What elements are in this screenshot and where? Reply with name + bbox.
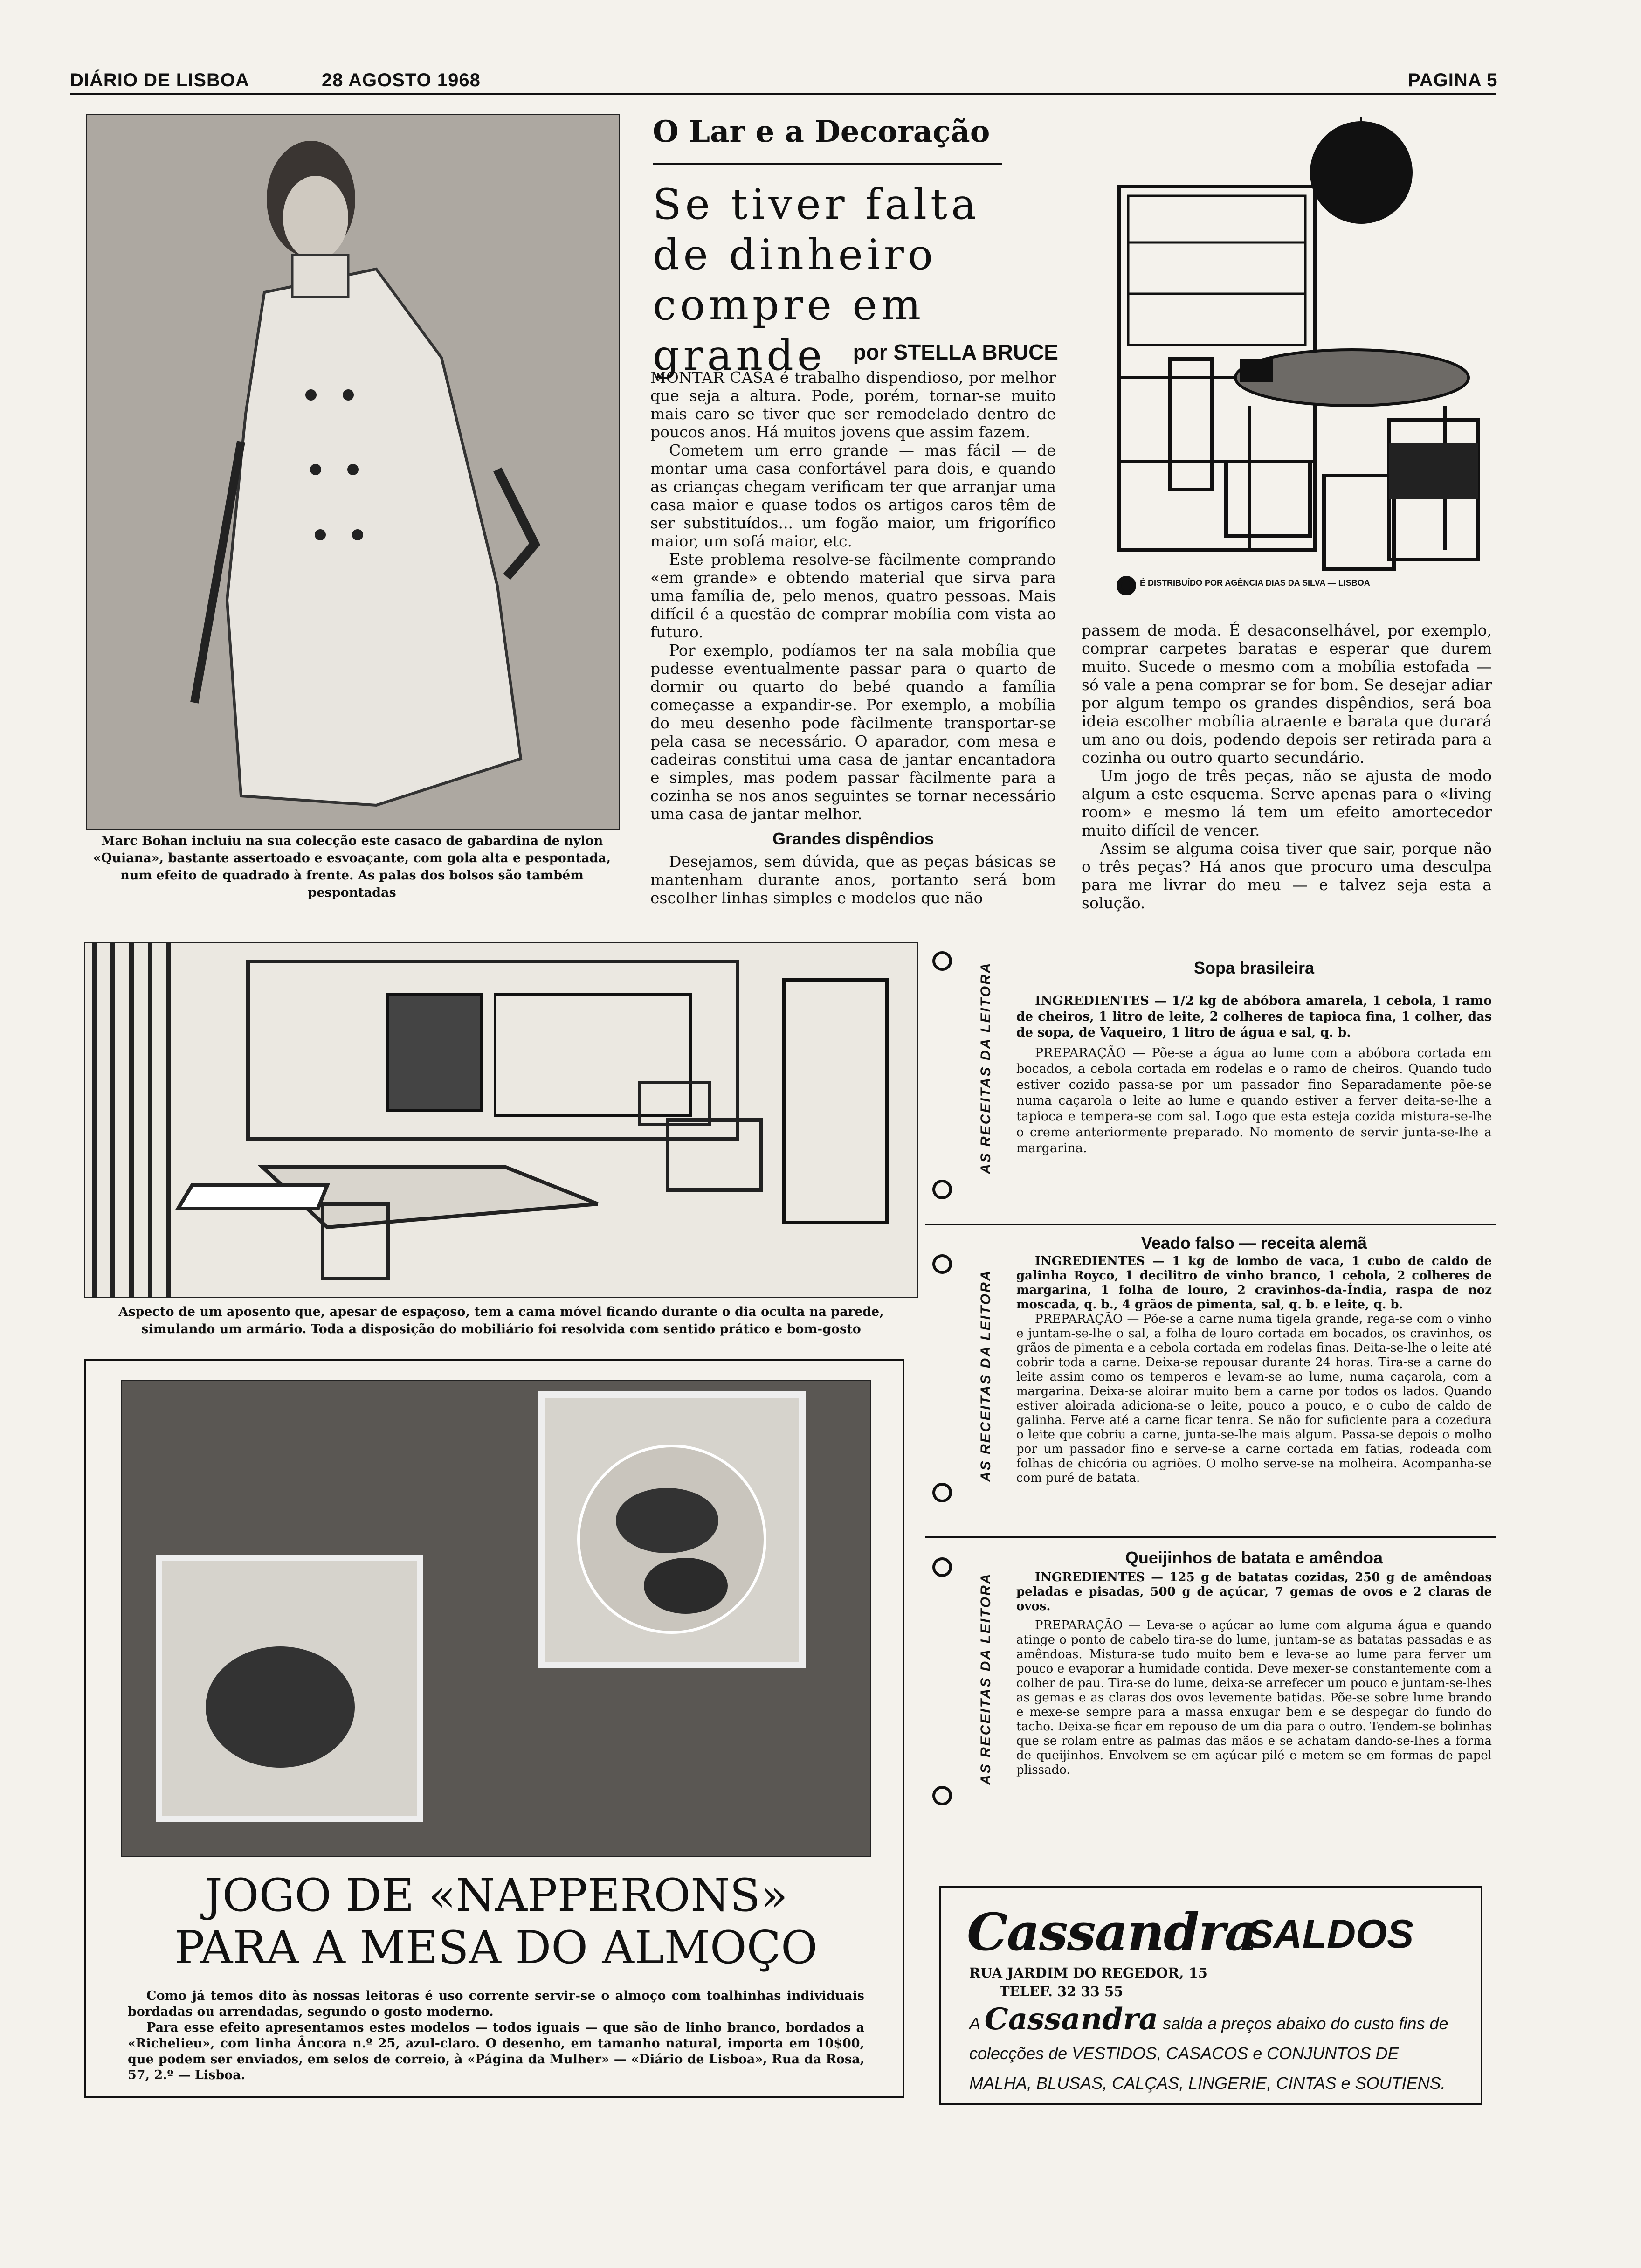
- header-rule: [70, 93, 1496, 95]
- recipe-ingredients: INGREDIENTES — 1/2 kg de abóbora amarela, 1 cebola, 1 ramo de cheiros, 1 litro de leite, 2 colheres de tapioca fina, 1 colher, das de sopa, de Vaqueiro, 1 litro de água e sal, q. b.: [1016, 994, 1492, 1040]
- section-title-rule: [653, 163, 1002, 165]
- napperons-title: [86, 1869, 906, 1974]
- binder-hole-icon: [932, 951, 952, 971]
- credit-mark-icon: [1117, 576, 1136, 595]
- advert-brand-logo: Cassandra: [967, 1902, 1257, 1962]
- advert-phone: TELEF. 32 33 55: [1000, 1984, 1124, 1999]
- napperons-paragraph: Como já temos dito às nossas leitoras é uso corrente servir-se o almoço com toalhinhas individuais bordadas ou arrendadas, segundo o gosto moderno.: [128, 1989, 864, 2019]
- page-number: PAGINA 5: [1408, 70, 1498, 90]
- recipe-title: Sopa brasileira: [1193, 958, 1315, 977]
- advert-body-text: salda a preços abaixo do custo fins de colecções de VESTIDOS, CASACOS e CONJUNTOS DE MALHA, BLUSAS, CALÇAS, LINGERIE, CINTAS e SOUTIENS.: [969, 2014, 1448, 2093]
- recipe-body: [1016, 993, 1492, 1161]
- recipe-title: Queijinhos de batata e amêndoa: [1125, 1548, 1383, 1567]
- recipe-ingredients: INGREDIENTES — 125 g de batatas cozidas, 250 g de amêndoas peladas e pisadas, 500 g de açúcar, 7 gemas de ovos e 2 claras de ovos.: [1016, 1570, 1492, 1613]
- napperons-paragraph: Para esse efeito apresentamos estes modelos — todos iguais — que são de linho branco, bordados a «Richelieu», com linha Âncora n.º 25, azul-claro. O desenho, em tamanho natural, importa em 10$00, que podem ser enviados, em selos de correio, à «Página da Mulher» — «Diário de Lisboa», Rua da Rosa, 57, 2.º — Lisboa.: [128, 2020, 864, 2082]
- binder-hole-icon: [932, 1557, 952, 1577]
- coat-caption: Marc Bohan incluiu na sua colecção este casaco de gabardina de nylon «Quiana», bastante assertoado e esvoaçante, com gola alta e pespontada, num efeito de quadrado à frente. As palas dos bolsos são também pespontadas: [93, 834, 611, 900]
- room-photo: [84, 942, 918, 1298]
- advert-body-prefix: A: [969, 2014, 980, 2033]
- napperons-title-line-2: PARA A MESA DO ALMOÇO: [174, 1922, 818, 1974]
- placemats-illustration: [122, 1381, 870, 1856]
- article-paragraph: passem de moda. É desaconselhável, por exemplo, comprar carpetes baratas e esperar que durem muito. Sucede o mesmo com a mobília estofada — só vale a pena comprar se for bom. Se desejar adiar por algum tempo os grandes dispêndios, será boa ideia escolher mobília atraente e barata que durará um ano ou dois, podendo depois ser retirada para a cozinha ou outro quarto secundário.: [1082, 621, 1492, 767]
- binder-hole-icon: [932, 1483, 952, 1502]
- recipe-title: Veado falso — receita alemã: [1141, 1233, 1367, 1252]
- section-title: O Lar e a Decoração: [653, 114, 990, 149]
- article-column-1: [650, 368, 1056, 907]
- article-paragraph: Assim se alguma coisa tiver que sair, porque não o três peças? Há anos que procuro uma desculpa para me livrar do meu — e talvez seja esta a solução.: [1082, 839, 1492, 912]
- napperons-photo: [121, 1380, 871, 1857]
- byline: por STELLA BRUCE: [853, 340, 1058, 364]
- recipe-side-label: AS RECEITAS DA LEITORA: [978, 1269, 993, 1482]
- recipe-ingredients: INGREDIENTES — 1 kg de lombo de vaca, 1 cubo de caldo de galinha Royco, 1 decilitro de vinho branco, 1 cebola, 2 colheres de margarina, 1 folha de louro, 2 cravinhos-da-Índia, raspa de noz moscada, q. b., 4 grãos de pimenta, sal, q. b. e leite, q. b.: [1016, 1254, 1492, 1312]
- article-paragraph: Um jogo de três peças, não se ajusta de modo algum a este esquema. Serve apenas para o «living room» e mesmo lá tem um efeito amortecedor muito difícil de vencer.: [1082, 767, 1492, 839]
- newspaper-name: DIÁRIO DE LISBOA: [70, 70, 249, 90]
- napperons-title-line-1: JOGO DE «NAPPERONS»: [204, 1869, 788, 1922]
- headline-line-2: de dinheiro: [653, 230, 937, 279]
- article-subhead: Grandes dispêndios: [772, 829, 934, 848]
- advert-body: [969, 2002, 1463, 2098]
- advert-address: RUA JARDIM DO REGEDOR, 15: [969, 1965, 1207, 1981]
- cassandra-advert: [939, 1886, 1482, 2105]
- recipe-side-label: AS RECEITAS DA LEITORA: [978, 1572, 993, 1785]
- recipe-divider: [925, 1536, 1496, 1538]
- recipe-body: [1016, 1254, 1492, 1490]
- recipe-side-label: AS RECEITAS DA LEITORA: [978, 961, 993, 1174]
- coat-photo: [86, 114, 620, 830]
- issue-date: 28 AGOSTO 1968: [322, 70, 481, 90]
- furniture-drawing: [1110, 117, 1496, 606]
- binder-hole-icon: [932, 1180, 952, 1199]
- napperons-text: [128, 1988, 864, 2083]
- furniture-credit: É DISTRIBUÍDO POR AGÊNCIA DIAS DA SILVA — LISBOA: [1140, 578, 1370, 588]
- advert-sale: SALDOS: [1247, 1912, 1414, 1957]
- recipe-preparation: PREPARAÇÃO — Põe-se a carne numa tigela grande, rega-se com o vinho e juntam-se-lhe o sal, a folha de louro cortada em bocados, os cravinhos, os grãos de pimenta e a cebola cortada em rodelas finas. Deita-se-lhe o leite até cobrir toda a carne. Deixa-se repousar durante 24 horas. Tira-se a carne do leite assim como os temperos e levam-se ao lume, numa caçarola, com a margarina. Deixa-se aloirar muito bem a carne por todos os lados. Quando estiver aloirada adiciona-se o leite, pouco a pouco, e o cubo de caldo de galinha. Ferve até a carne ficar tenra. Se não for suficiente para a cozedura o leite que cobriu a carne, junta-se-lhe mais algum. Passa-se depois o molho por um passador fino e serve-se a carne cortada em fatias, rodeada com folhas de chicória ou agriões. O molho serve-se na molheira. Acompanha-se com puré de batata.: [1016, 1312, 1492, 1485]
- recipe-divider: [925, 1224, 1496, 1225]
- binder-hole-icon: [932, 1254, 952, 1274]
- room-caption: Aspecto de um aposento que, apesar de espaçoso, tem a cama móvel ficando durante o dia oculta na parede, simulando um armário. Toda a disposição do mobiliário foi resolvida com sentido prático e bom-gosto: [118, 1305, 884, 1336]
- dining-furniture-illustration: [1110, 117, 1496, 606]
- article-paragraph: Por exemplo, podíamos ter na sala mobília que pudesse eventualmente passar para o quarto de dormir ou quarto do bebé quando a família começasse a expandir-se. Por exemplo, a mobília do meu desenho pode fàcilmente transportar-se pela casa se necessário. O aparador, com mesa e cadeiras constitui uma casa de jantar encantadora e simples, mas podem passar fàcilmente para a cozinha se nos anos seguintes se tornar necessário uma casa de jantar melhor.: [650, 641, 1056, 823]
- recipe-body: [1016, 1570, 1492, 1782]
- binder-hole-icon: [932, 1786, 952, 1805]
- advert-body-brand: Cassandra: [984, 2002, 1158, 2037]
- recipe-preparation: PREPARAÇÃO — Põe-se a água ao lume com a abóbora cortada em bocados, a cebola cortada em rodelas e o ramo de cheiros. Quando tudo estiver cozido passa-se por um passador fino Separadamente põe-se numa caçarola o leite ao lume e quando estiver a ferver deita-se-lhe a tapioca e tempera-se com sal. Logo que esta esteja cozida mistura-se-lhe o creme anteriormente preparado. No momento de servir junta-se-lhe a margarina.: [1016, 1046, 1492, 1155]
- article-paragraph: Desejamos, sem dúvida, que as peças básicas se mantenham durante anos, portanto será bom escolher linhas simples e modelos que não: [650, 852, 1056, 907]
- recipe-preparation: PREPARAÇÃO — Leva-se o açúcar ao lume com alguma água e quando atinge o ponto de cabelo tira-se do lume, juntam-se as batatas passadas e as amêndoas. Mistura-se tudo muito bem e leva-se ao lume para ferver um pouco e evaporar a humidade contida. Deve mexer-se constantemente com a colher de pau. Tira-se do lume, deixa-se arrefecer um pouco e juntam-se-lhes as gemas e as claras dos ovos levemente batidas. Põe-se sobre lume brando e mexe-se sempre para a massa enxugar bem e se despegar do fundo do tacho. Deixa-se ficar em repouso de um dia para o outro. Tendem-se bolinhas que se rolam entre as palmas das mãos e se achatam dando-se-lhes a forma de queijinhos. Envolvem-se em açúcar pilé e metem-se em formas de papel plissado.: [1016, 1618, 1492, 1777]
- headline-line-1: Se tiver falta: [653, 180, 980, 229]
- napperons-box: [84, 1359, 904, 2098]
- bedroom-illustration: [85, 943, 917, 1297]
- headline-line-3: compre em grande: [653, 281, 925, 380]
- article-paragraph: Cometem um erro grande — mas fácil — de montar uma casa confortável para dois, e quando as crianças chegam verificam ter que arranjar uma casa maior e quase todos os artigos caros têm de ser substituídos... um fogão maior, um frigorífico maior, um sofá maior, etc.: [650, 441, 1056, 550]
- woman-in-coat-illustration: [87, 115, 619, 829]
- article-paragraph: Este problema resolve-se fàcilmente comprando «em grande» e obtendo material que sirva para uma família de, pelo menos, quatro pessoas. Mais difícil é a questão de comprar mobília com vista ao futuro.: [650, 550, 1056, 641]
- article-column-2: [1082, 621, 1492, 912]
- article-paragraph: MONTAR CASA é trabalho dispendioso, por melhor que seja a altura. Pode, porém, tornar-se muito mais caro se tiver que ser remodelado dentro de poucos anos. Há muitos jovens que assim fazem.: [650, 368, 1056, 441]
